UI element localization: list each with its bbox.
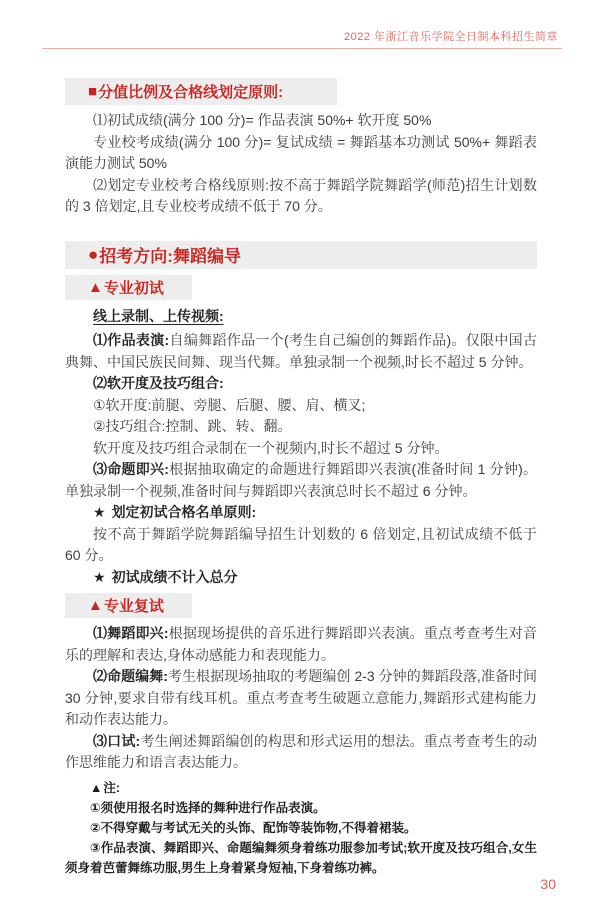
star-score-note [65,567,537,589]
content-column [65,78,537,878]
note-item-1: ①须使用报名时选择的舞种进行作品表演。 [90,800,326,815]
notes-heading-text: 注: [103,780,121,795]
paragraph-technique-items: ②技巧组合:控制、跳、转、翻。 [93,418,292,434]
online-recording-subtitle [65,306,537,328]
note-item-2: ②不得穿戴与考试无关的头饰、配饰等装饰物,不得着裙装。 [90,820,417,835]
direction-heading-text: 招考方向:舞蹈编导 [99,247,241,266]
paragraph-work-performance [65,330,537,373]
first-round-paragraphs [65,330,537,588]
paragraph-text: 考生阐述舞蹈编创的构思和形式运用的想法。重点考查考生的动作思维能力和语言表达能力。 [65,732,537,770]
notes-section [65,778,537,878]
triangle-bullet-icon: ▲ [88,597,103,614]
subsection-heading-second-round [65,593,192,618]
paragraph-oral-exam [65,731,537,774]
paragraph-choreography [65,666,537,731]
first-round-heading-text: 专业初试 [103,279,164,297]
circle-bullet-icon: ● [88,245,99,264]
triangle-bullet-icon: ▲ [88,278,103,296]
paragraph-label: ⑶命题即兴: [93,461,169,477]
paragraph-text: 考生根据现场抽取的考题编创 2-3 分钟的舞蹈段落,准备时间 30 分钟,要求自带有线耳机。重点考查考生破题立意能力,舞蹈形式建构能力和动作表达能力。 [65,668,537,727]
paragraph-flexibility-heading [65,373,537,395]
paragraph-text: 根据现场提供的音乐进行舞蹈即兴表演。重点考查考生对音乐的理解和表达,身体动感能力和表现能力。 [65,625,537,663]
second-round-heading-text: 专业复试 [103,598,164,615]
paragraph-school-exam-score: 专业校考成绩(满分 100 分)= 复试成绩 = 舞蹈基本功测试 50%+ 舞蹈表演能力测试 50% [65,133,537,171]
star-icon: ★ [93,568,106,585]
subsection-heading-first-round [65,275,192,300]
paragraph-recording-rule: 软开度及技巧组合录制在一个视频内,时长不超过 5 分钟。 [93,439,449,456]
header-divider-line [42,48,562,49]
paragraph-label: ⑵软开度及技巧组合: [93,375,224,391]
paragraph-label: ⑶口试: [93,732,141,749]
star-score-note-text: 初试成绩不计入总分 [111,568,238,585]
notes-heading [65,778,537,798]
star-rule-heading [65,502,537,524]
section-heading-score-rules [65,78,337,105]
paragraph-text: 自编舞蹈作品一个(考生自己编创的舞蹈作品)。仅限中国古典舞、中国民族民间舞、现当代舞。单独录制一个视频,时长不超过 5 分钟。 [65,332,537,370]
star-icon: ★ [93,504,106,520]
paragraph-flexibility-items: ①软开度:前腿、旁腿、后腿、腰、肩、横叉; [93,396,366,413]
paragraph-label: ⑴作品表演: [93,332,170,348]
paragraph-text: 根据抽取确定的命题进行舞蹈即兴表演(准备时间 1 分钟)。单独录制一个视频,准备时间与舞蹈即兴表演总时长不超过 6 分钟。 [65,461,538,499]
second-round-paragraphs [65,623,537,774]
paragraph-first-round-passline: 按不高于舞蹈学院舞蹈编导招生计划数的 6 倍划定,且初试成绩不低于 60 分。 [65,525,537,563]
star-rule-heading-text: 划定初试合格名单原则: [111,504,257,520]
note-item-3: ③作品表演、舞蹈即兴、命题编舞须身着练功服参加考试;软开度及技巧组合,女生须身着芭蕾舞练功服,男生上身着紧身短袖,下身着练功裤。 [65,840,537,875]
paragraph-passline-rule: ⑵划定专业校考合格线原则:按不高于舞蹈学院舞蹈学(师范)招生计划数的 3 倍划定,且专业校考成绩不低于 70 分。 [65,176,537,214]
score-rules-paragraphs [65,110,537,218]
section-heading-text: 分值比例及合格线划定原则: [98,84,284,101]
paragraph-improvisation [65,459,537,502]
page-number: 30 [540,876,556,892]
paragraph-dance-improvisation [65,623,537,666]
online-recording-subtitle-text: 线上录制、上传视频: [93,307,224,324]
triangle-bullet-icon: ▲ [90,780,103,795]
square-bullet-icon: ■ [88,83,98,100]
paragraph-label: ⑴舞蹈即兴: [93,625,169,641]
paragraph-label: ⑵命题编舞: [93,668,168,684]
page-header-title: 2022 年浙江音乐学院全日制本科招生简章 [343,31,558,43]
section-heading-direction [65,241,537,269]
paragraph-first-exam-score: ⑴初试成绩(满分 100 分)= 作品表演 50%+ 软开度 50% [93,112,432,128]
